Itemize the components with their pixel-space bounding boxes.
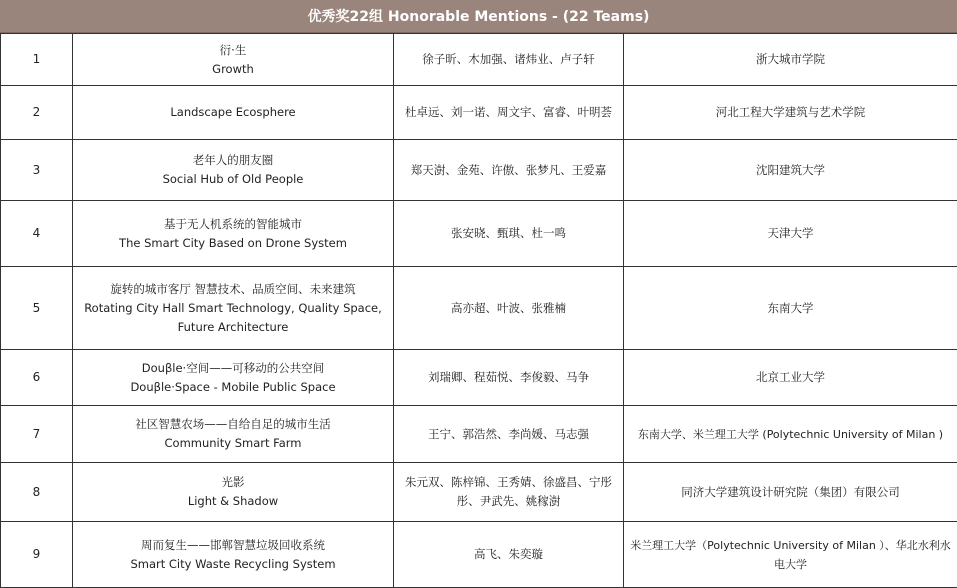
project-title-en: The Smart City Based on Drone System (77, 234, 389, 253)
project-title (73, 267, 394, 350)
project-title-en: Landscape Ecosphere (77, 103, 389, 122)
header-title: 优秀奖22组 Honorable Mentions - (22 Teams) (308, 6, 650, 26)
table-row (1, 522, 957, 588)
team-members: 杜卓远、刘一诺、周文宇、富睿、叶明荟 (394, 86, 624, 140)
project-title-cn: 周而复生——邯郸智慧垃圾回收系统 (77, 536, 389, 555)
school: 东南大学 (624, 267, 957, 350)
table-row (1, 463, 957, 522)
project-title (73, 34, 394, 86)
row-number: 8 (1, 463, 73, 522)
project-title-en: Community Smart Farm (77, 434, 389, 453)
school: 同济大学建筑设计研究院（集团）有限公司 (624, 463, 957, 522)
project-title (73, 86, 394, 140)
table-row (1, 86, 957, 140)
project-title-cn: 基于无人机系统的智能城市 (77, 215, 389, 234)
school: 浙大城市学院 (624, 34, 957, 86)
team-members-text: 朱元双、陈梓锦、王秀婧、徐盛昌、宁彤彤、尹武先、姚稼澍 (398, 473, 619, 511)
project-title-cn: 旋转的城市客厅 智慧技术、品质空间、未来建筑 (77, 280, 389, 299)
table-row (1, 201, 957, 267)
project-title-cn: 光影 (77, 473, 389, 492)
row-number: 6 (1, 350, 73, 406)
row-number: 9 (1, 522, 73, 588)
project-title (73, 522, 394, 588)
project-title (73, 406, 394, 463)
project-title-cn: 社区智慧农场——自给自足的城市生活 (77, 415, 389, 434)
project-title (73, 350, 394, 406)
team-members: 郑天澍、金苑、许傲、张梦凡、王爱嘉 (394, 140, 624, 201)
project-title (73, 463, 394, 522)
team-members: 高飞、朱奕璇 (394, 522, 624, 588)
table-row (1, 140, 957, 201)
project-title-cn: 老年人的朋友圈 (77, 151, 389, 170)
team-members: 张安晓、甄琪、杜一鸣 (394, 201, 624, 267)
school: 沈阳建筑大学 (624, 140, 957, 201)
honorable-mentions-table (0, 33, 957, 588)
school: 天津大学 (624, 201, 957, 267)
table-header (0, 0, 957, 33)
team-members: 王宁、郭浩然、李尚媛、马志强 (394, 406, 624, 463)
team-members: 刘瑞卿、程茹悦、李俊毅、马争 (394, 350, 624, 406)
project-title-en: Rotating City Hall Smart Technology, Quality Space, (77, 299, 389, 318)
school: 北京工业大学 (624, 350, 957, 406)
table-row (1, 350, 957, 406)
project-title (73, 140, 394, 201)
project-title-en-cont: Future Architecture (77, 318, 389, 337)
table-row (1, 406, 957, 463)
row-number: 2 (1, 86, 73, 140)
project-title-cn: Douβle·空间——可移动的公共空间 (77, 359, 389, 378)
project-title-en: Smart City Waste Recycling System (77, 555, 389, 574)
team-members: 高亦超、叶波、张雅楠 (394, 267, 624, 350)
team-members (394, 463, 624, 522)
school (624, 522, 957, 588)
row-number: 5 (1, 267, 73, 350)
row-number: 4 (1, 201, 73, 267)
table-row (1, 267, 957, 350)
project-title-en: Douβle·Space - Mobile Public Space (77, 378, 389, 397)
row-number: 7 (1, 406, 73, 463)
school: 河北工程大学建筑与艺术学院 (624, 86, 957, 140)
project-title-en: Light & Shadow (77, 492, 389, 511)
project-title (73, 201, 394, 267)
project-title-en: Growth (77, 60, 389, 79)
school-text: 米兰理工大学（Polytechnic University of Milan ）、华北水利水电大学 (628, 536, 953, 574)
row-number: 3 (1, 140, 73, 201)
team-members: 徐子昕、木加强、诸炜业、卢子轩 (394, 34, 624, 86)
project-title-cn: 衍·生 (77, 41, 389, 60)
school: 东南大学、米兰理工大学 (Polytechnic University of Milan ) (624, 406, 957, 463)
table-row (1, 34, 957, 86)
row-number: 1 (1, 34, 73, 86)
project-title-en: Social Hub of Old People (77, 170, 389, 189)
